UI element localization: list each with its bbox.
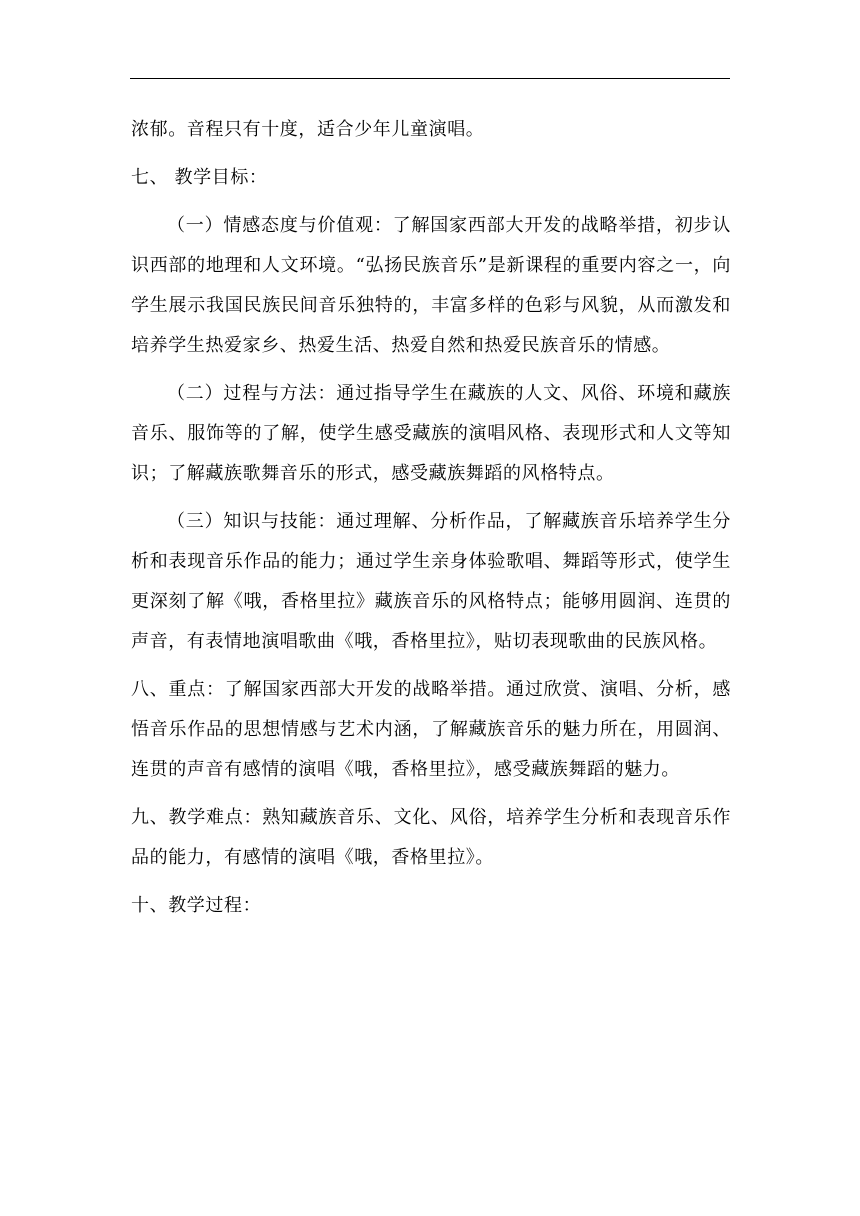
section-heading-process: 十、教学过程：: [131, 895, 262, 916]
objective-knowledge-paragraph: （三）知识与技能：通过理解、分析作品，了解藏族音乐培养学生分析和表现音乐作品的能力；通过学生亲身体验歌唱、舞蹈等形式，使学生更深刻了解《哦，香格里拉》藏族音乐的风格特点；能够用圆润、连贯的声音，有表情地演唱歌曲《哦，香格里拉》，贴切表现歌曲的民族风格。: [131, 511, 731, 652]
objective-process-paragraph: （二）过程与方法：通过指导学生在藏族的人文、风俗、环境和藏族音乐、服饰等的了解，使学生感受藏族的演唱风格、表现形式和人文等知识；了解藏族歌舞音乐的形式，感受藏族舞蹈的风格特点。: [131, 383, 731, 484]
objective-emotion-paragraph: （一）情感态度与价值观：了解国家西部大开发的战略举措，初步认识西部的地理和人文环境。“弘扬民族音乐”是新课程的重要内容之一，向学生展示我国民族民间音乐独特的，丰富多样的色彩与风貌，从而激发和培养学生热爱家乡、热爱生活、热爱自然和热爱民族音乐的情感。: [131, 215, 731, 356]
difficulties-paragraph: 九、教学难点：熟知藏族音乐、文化、风俗，培养学生分析和表现音乐作品的能力，有感情的演唱《哦，香格里拉》。: [131, 807, 731, 868]
section-heading-objectives: 七、 教学目标：: [131, 167, 268, 188]
header-rule: [130, 78, 730, 79]
document-body: [131, 110, 731, 926]
key-points-paragraph: 八、重点：了解国家西部大开发的战略举措。通过欣赏、演唱、分析，感悟音乐作品的思想情感与艺术内涵，了解藏族音乐的魅力所在，用圆润、连贯的声音有感情的演唱《哦，香格里拉》，感受藏族舞蹈的魅力。: [131, 679, 731, 780]
continuation-paragraph: 浓郁。音程只有十度，适合少年儿童演唱。: [131, 119, 485, 140]
